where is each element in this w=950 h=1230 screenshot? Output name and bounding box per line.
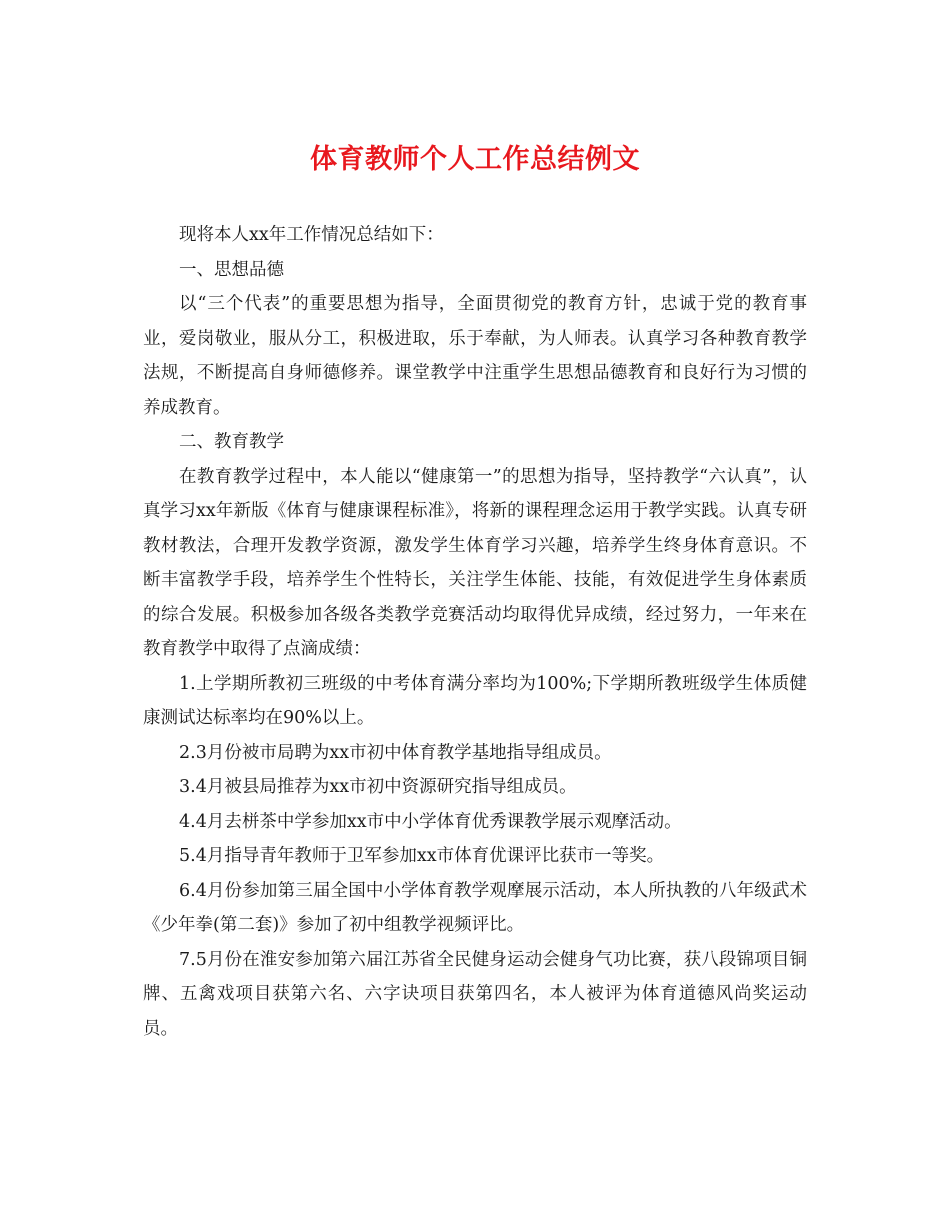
list-item-achievement-7: 7.5月份在淮安参加第六届江苏省全民健身运动会健身气功比赛，获八段锦项目铜牌、五禽戏项目获第六名、六字诀项目获第四名，本人被评为体育道德风尚奖运动员。 [143, 949, 807, 1039]
list-item-achievement-4: 4.4月去栟茶中学参加xx市中小学体育优秀课教学展示观摩活动。 [179, 811, 682, 832]
paragraph-intro: 现将本人xx年工作情况总结如下： [179, 225, 444, 245]
section-heading-teaching: 二、教育教学 [179, 432, 284, 452]
list-item-achievement-2: 2.3月份被市局聘为xx市初中体育教学基地指导组成员。 [179, 742, 612, 763]
document-title: 体育教师个人工作总结例文 [310, 144, 640, 175]
list-item-achievement-3: 3.4月被县局推荐为xx市初中资源研究指导组成员。 [179, 777, 577, 797]
paragraph-ideology: 以“三个代表”的重要思想为指导，全面贯彻党的教育方针，忠诚于党的教育事业，爱岗敬业，服从分工，积极进取，乐于奉献，为人师表。认真学习各种教育教学法规，不断提高自身师德修养。课堂教学中注重学生思想品德教育和良好行为习惯的养成教育。 [143, 294, 807, 418]
section-heading-ideology: 一、思想品德 [179, 259, 284, 280]
paragraph-teaching: 在教育教学过程中，本人能以“健康第一”的思想为指导，坚持教学“六认真”，认真学习xx年新版《体育与健康课程标准》，将新的课程理念运用于教学实践。认真专研教材教法，合理开发教学资源，激发学生体育学习兴趣，培养学生终身体育意识。不断丰富教学手段，培养学生个性特长，关注学生体能、技能，有效促进学生身体素质的综合发展。积极参加各级各类教学竞赛活动均取得优异成绩，经过努力，一年来在教育教学中取得了点滴成绩： [143, 466, 807, 659]
list-item-achievement-5: 5.4月指导青年教师于卫军参加xx市体育优课评比获市一等奖。 [179, 846, 665, 866]
list-item-achievement-1: 1.上学期所教初三班级的中考体育满分率均为100%;下学期所教班级学生体质健康测试达标率均在90%以上。 [143, 673, 807, 728]
list-item-achievement-6: 6.4月份参加第三届全国中小学体育教学观摩展示活动，本人所执教的八年级武术《少年拳(第二套)》参加了初中组教学视频评比。 [143, 880, 807, 935]
document-body [143, 218, 807, 1046]
